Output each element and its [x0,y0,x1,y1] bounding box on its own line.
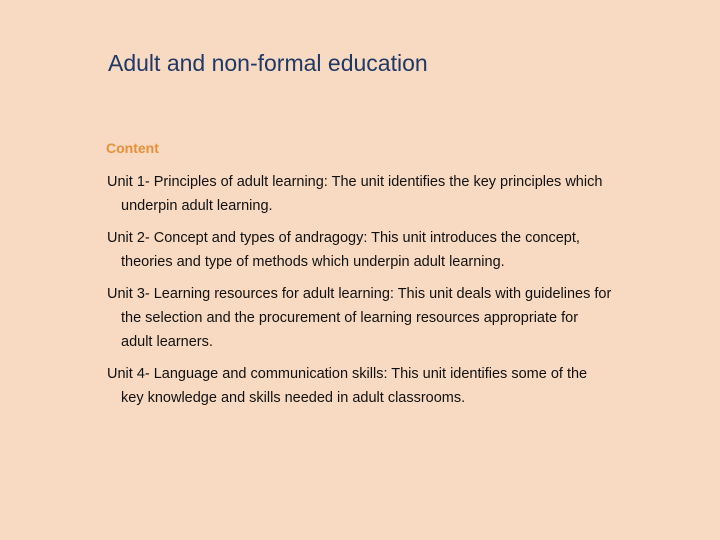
unit-list [107,170,612,418]
unit-3-item: Unit 3- Learning resources for adult learning: This unit deals with guidelines for the selection and the procurement of learning resources appropriate for adult learners. [107,286,612,350]
unit-1-item: Unit 1- Principles of adult learning: The unit identifies the key principles which underpin adult learning. [107,174,603,214]
slide-title: Adult and non-formal education [108,50,428,76]
unit-2-item: Unit 2- Concept and types of andragogy: This unit introduces the concept, theories and type of methods which underpin adult learning. [107,230,580,270]
content-heading: Content [106,140,159,156]
unit-4-item: Unit 4- Language and communication skills: This unit identifies some of the key knowledge and skills needed in adult classrooms. [107,366,588,406]
